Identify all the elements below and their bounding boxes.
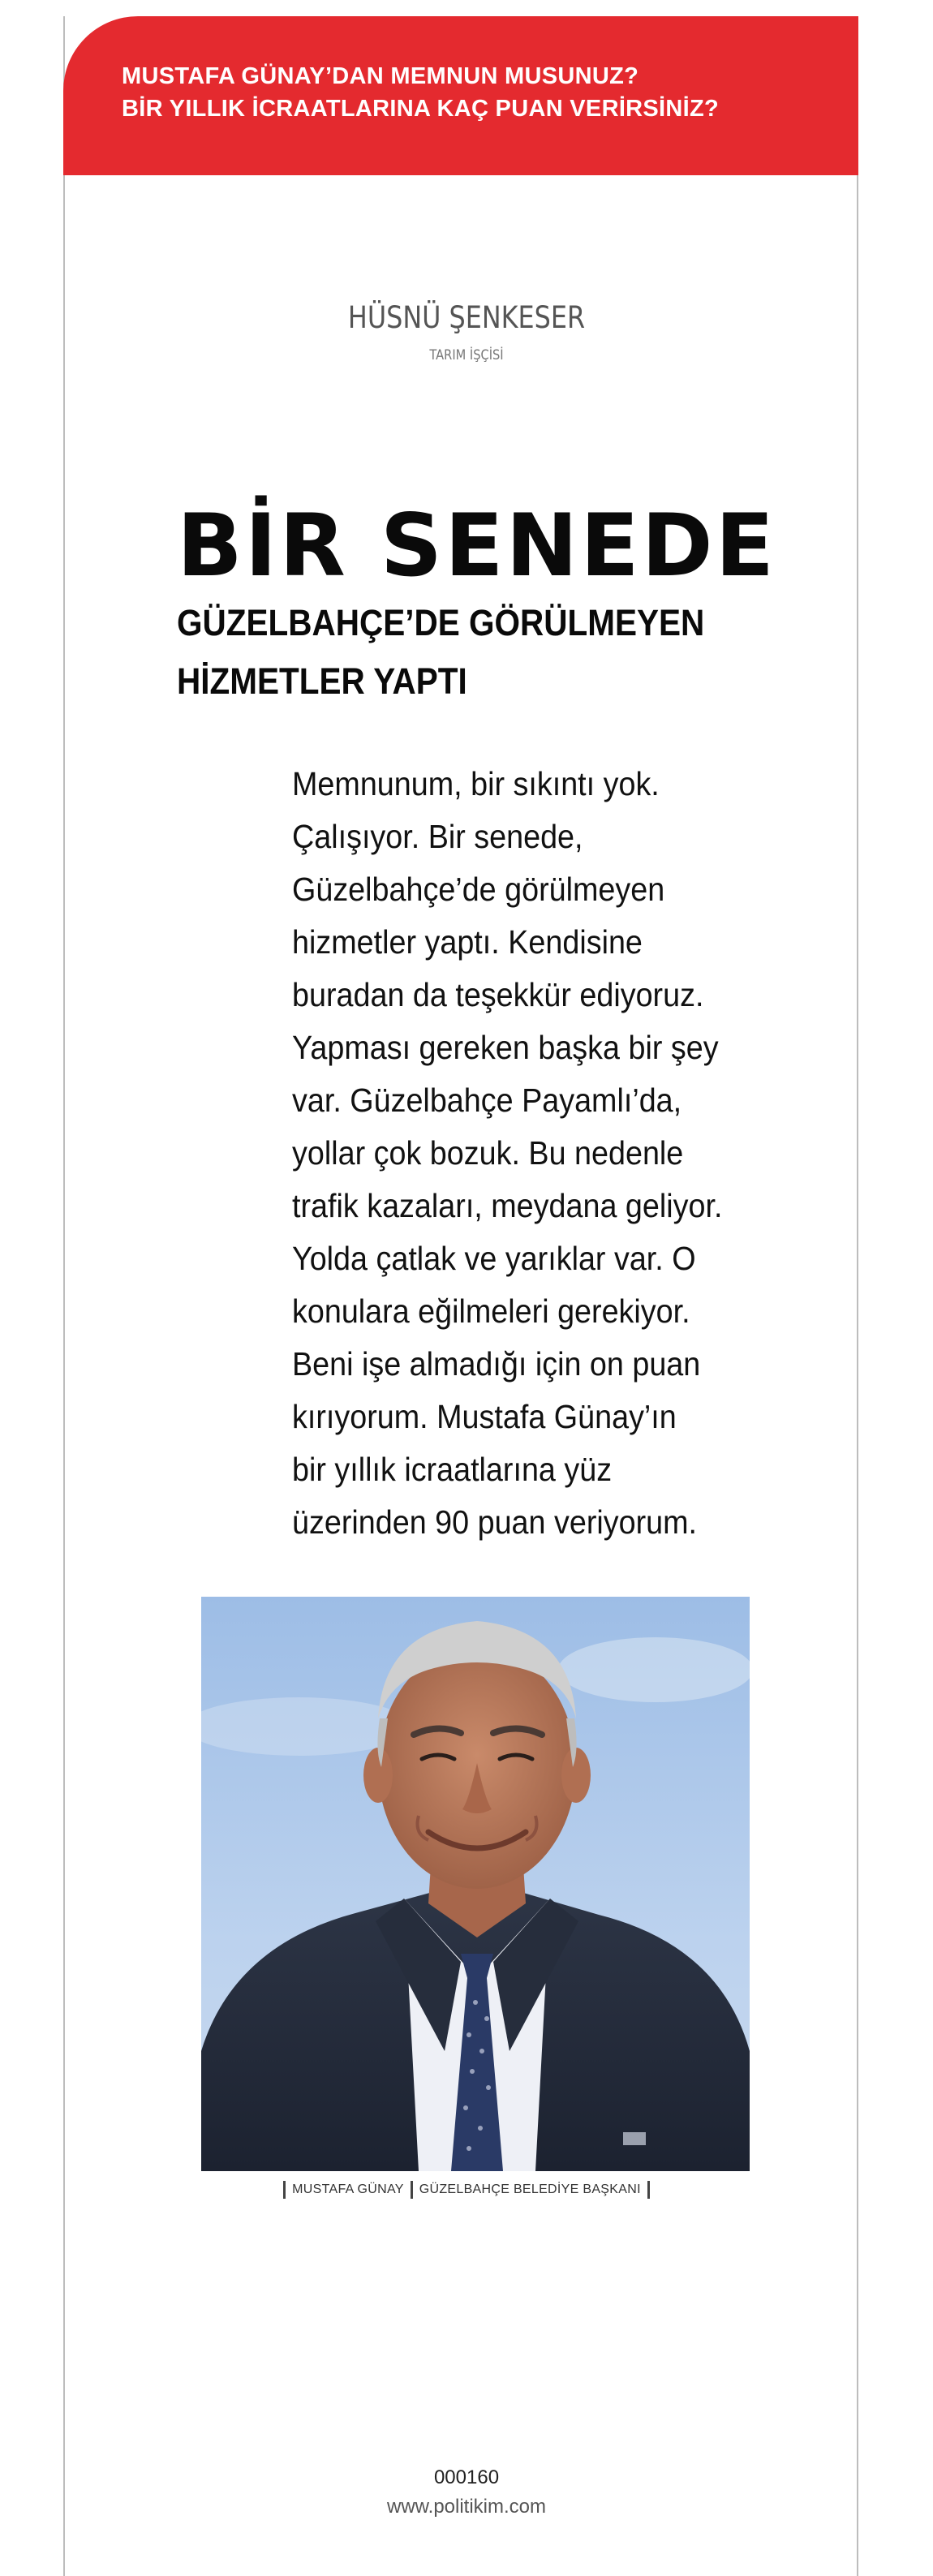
- author-name: HÜSNÜ ŞENKESER: [347, 300, 586, 335]
- quote-line: buradan da teşekkür ediyoruz.: [292, 976, 704, 1013]
- quote-line: Güzelbahçe’de görülmeyen: [292, 871, 665, 908]
- headline-subtitle-line-2: HİZMETLER YAPTI: [177, 660, 467, 702]
- quote-line: üzerinden 90 puan veriyorum.: [292, 1503, 698, 1541]
- caption-divider: [411, 2181, 413, 2199]
- photo-caption: [0, 2181, 933, 2199]
- banner-question-line-2: BİR YILLIK İCRAATLARINA KAÇ PUAN VERİRSİNİZ?: [122, 96, 720, 122]
- quote-line: Beni işe almadığı için on puan: [292, 1345, 701, 1383]
- author-role: TARIM İŞÇİSİ: [429, 347, 504, 363]
- quote-body: [292, 758, 779, 1549]
- portrait-illustration: [201, 1597, 750, 2171]
- question-banner: [63, 16, 858, 175]
- headline-title: BİR SENEDE: [177, 496, 777, 596]
- caption-person-title: GÜZELBAHÇE BELEDİYE BAŞKANI: [419, 2183, 641, 2196]
- quote-line: trafik kazaları, meydana geliyor.: [292, 1187, 723, 1224]
- quote-line: yollar çok bozuk. Bu nedenle: [292, 1134, 684, 1172]
- caption-divider: [647, 2181, 650, 2199]
- quote-line: Yapması gereken başka bir şey: [292, 1029, 719, 1066]
- page-code: 000160: [433, 2466, 500, 2488]
- website-url: www.politikim.com: [386, 2496, 547, 2518]
- quote-line: var. Güzelbahçe Payamlı’da,: [292, 1082, 682, 1119]
- quote-line: bir yıllık icraatlarına yüz: [292, 1451, 613, 1488]
- quote-line: Yolda çatlak ve yarıklar var. O: [292, 1240, 696, 1277]
- banner-question-line-1: MUSTAFA GÜNAY’DAN MEMNUN MUSUNUZ?: [122, 63, 639, 89]
- quote-line: Memnunum, bir sıkıntı yok.: [292, 765, 660, 802]
- caption-divider: [283, 2181, 286, 2199]
- quote-line: konulara eğilmeleri gerekiyor.: [292, 1292, 690, 1330]
- quote-line: kırıyorum. Mustafa Günay’ın: [292, 1398, 677, 1435]
- quote-line: Çalışıyor. Bir senede,: [292, 818, 583, 855]
- headline-subtitle-line-1: GÜZELBAHÇE’DE GÖRÜLMEYEN: [177, 602, 705, 643]
- portrait-photo: [201, 1597, 750, 2171]
- quote-line: hizmetler yaptı. Kendisine: [292, 923, 643, 961]
- caption-person-name: MUSTAFA GÜNAY: [292, 2183, 404, 2196]
